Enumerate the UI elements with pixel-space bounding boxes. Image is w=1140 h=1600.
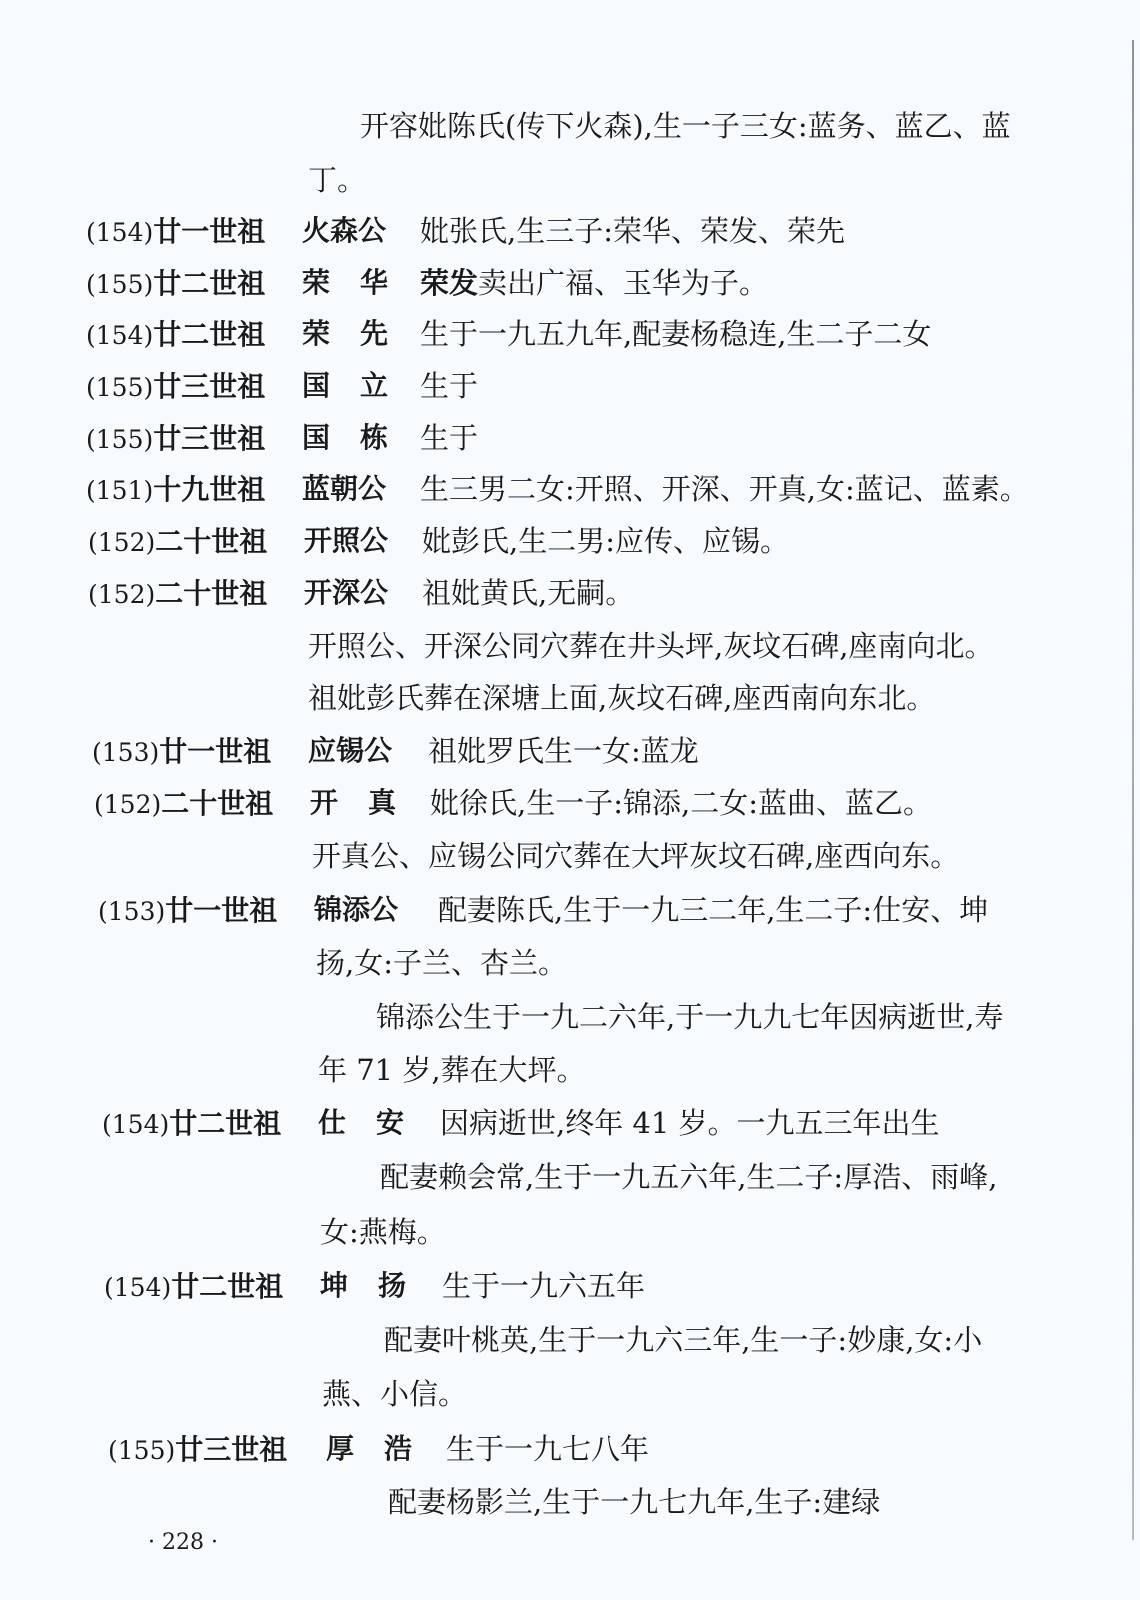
genealogy-entry	[92, 731, 271, 771]
text-line: 锦添公生于一九二六年,于一九九七年因病逝世,寿	[376, 1000, 1004, 1034]
entry-description: 祖妣黄氏,无嗣。	[422, 576, 635, 610]
entry-number: (152)	[88, 580, 156, 609]
entry-name: 开深公	[304, 576, 389, 609]
genealogy-entry	[102, 1103, 281, 1143]
genealogy-entry	[86, 314, 265, 354]
entry-number: (155)	[108, 1436, 176, 1465]
entry-number: (153)	[98, 897, 166, 926]
genealogy-entry	[94, 783, 273, 823]
entry-name-inline: 荣发	[420, 266, 479, 300]
entry-name: 国立	[302, 369, 419, 402]
entry-name: 荣华	[302, 266, 419, 299]
text-line: 扬,女:子兰、杏兰。	[316, 946, 567, 980]
entry-name: 开真	[310, 786, 427, 819]
entry-description: 生于一九七八年	[446, 1432, 650, 1466]
text-line: 配妻叶桃英,生于一九六三年,生一子:妙康,女:小	[384, 1323, 983, 1357]
text-line: 开容妣陈氏(传下火森),生一子三女:蓝务、蓝乙、蓝	[360, 109, 1011, 143]
genealogy-entry	[86, 211, 265, 251]
generation-label: 十九世祖	[153, 473, 266, 506]
entry-description: 妣彭氏,生二男:应传、应锡。	[422, 524, 789, 558]
entry-number: (152)	[94, 790, 162, 819]
entry-number: (153)	[92, 738, 160, 767]
entry-description: 妣张氏,生三子:荣华、荣发、荣先	[420, 214, 845, 248]
entry-number: (154)	[104, 1273, 172, 1302]
entry-number: (154)	[86, 218, 154, 247]
generation-label: 廿一世祖	[159, 735, 272, 768]
entry-number: (155)	[86, 373, 154, 402]
text-line: 开真公、应锡公同穴葬在大坪灰坟石碑,座西向东。	[312, 839, 960, 873]
generation-label: 廿三世祖	[153, 370, 266, 403]
generation-label: 二十世祖	[161, 787, 274, 820]
entry-description: 因病逝世,终年 41 岁。一九五三年出生	[440, 1106, 940, 1140]
text-line: 开照公、开深公同穴葬在井头坪,灰坟石碑,座南向北。	[308, 629, 994, 663]
text-line: 配妻赖会常,生于一九五六年,生二子:厚浩、雨峰,	[380, 1160, 998, 1194]
entry-name: 火森公	[302, 214, 387, 247]
generation-label: 廿三世祖	[153, 422, 266, 455]
page-number: · 228 ·	[148, 1530, 218, 1555]
entry-description: 荣发卖出广福、玉华为子。	[420, 266, 769, 300]
entry-number: (154)	[86, 321, 154, 350]
generation-label: 廿二世祖	[171, 1270, 284, 1303]
entry-name: 仕安	[318, 1106, 435, 1139]
entry-name: 蓝朝公	[302, 472, 387, 505]
entry-name: 锦添公	[314, 893, 399, 926]
generation-label: 廿二世祖	[153, 267, 266, 300]
genealogy-entry	[86, 263, 265, 303]
genealogy-entry	[86, 418, 265, 458]
entry-number: (152)	[88, 528, 156, 557]
text-line: 祖妣彭氏葬在深塘上面,灰坟石碑,座西南向东北。	[308, 681, 936, 715]
text-line: 配妻杨影兰,生于一九七九年,生子:建绿	[388, 1485, 881, 1519]
genealogy-entry	[108, 1429, 287, 1469]
entry-name: 国栋	[302, 421, 419, 454]
entry-name: 应锡公	[308, 734, 393, 767]
entry-description: 生于一九六五年	[442, 1269, 646, 1303]
generation-label: 二十世祖	[155, 525, 268, 558]
genealogy-entry	[104, 1266, 283, 1306]
generation-label: 廿二世祖	[169, 1107, 282, 1140]
genealogy-entry	[86, 366, 265, 406]
entry-number: (154)	[102, 1110, 170, 1139]
entry-name: 荣先	[302, 317, 419, 350]
entry-description: 生于一九五九年,配妻杨稳连,生二子二女	[420, 317, 932, 351]
entry-description: 配妻陈氏,生于一九三二年,生二子:仕安、坤	[438, 893, 989, 927]
genealogy-entry	[88, 521, 267, 561]
page-edge-shadow	[1132, 40, 1134, 1540]
entry-name: 厚浩	[326, 1432, 443, 1465]
entry-number: (155)	[86, 270, 154, 299]
generation-label: 二十世祖	[155, 577, 268, 610]
generation-label: 廿二世祖	[153, 318, 266, 351]
entry-name: 开照公	[304, 524, 389, 557]
genealogy-entry	[98, 890, 277, 930]
text-line: 燕、小信。	[322, 1377, 468, 1411]
entry-description: 祖妣罗氏生一女:蓝龙	[428, 734, 699, 768]
entry-description: 生三男二女:开照、开深、开真,女:蓝记、蓝素。	[420, 472, 1029, 506]
entry-description: 生于	[420, 369, 479, 403]
entry-description: 生于	[420, 421, 479, 455]
genealogy-entry	[88, 573, 267, 613]
entry-description: 妣徐氏,生一子:锦添,二女:蓝曲、蓝乙。	[430, 786, 932, 820]
generation-label: 廿三世祖	[175, 1433, 288, 1466]
text-line: 女:燕梅。	[320, 1215, 446, 1249]
genealogy-entry	[86, 469, 265, 509]
entry-number: (155)	[86, 425, 154, 454]
generation-label: 廿一世祖	[153, 215, 266, 248]
generation-label: 廿一世祖	[165, 894, 278, 927]
text-line: 丁。	[308, 163, 367, 197]
entry-number: (151)	[86, 476, 154, 505]
text-line: 年 71 岁,葬在大坪。	[318, 1053, 586, 1087]
entry-name: 坤扬	[320, 1269, 437, 1302]
